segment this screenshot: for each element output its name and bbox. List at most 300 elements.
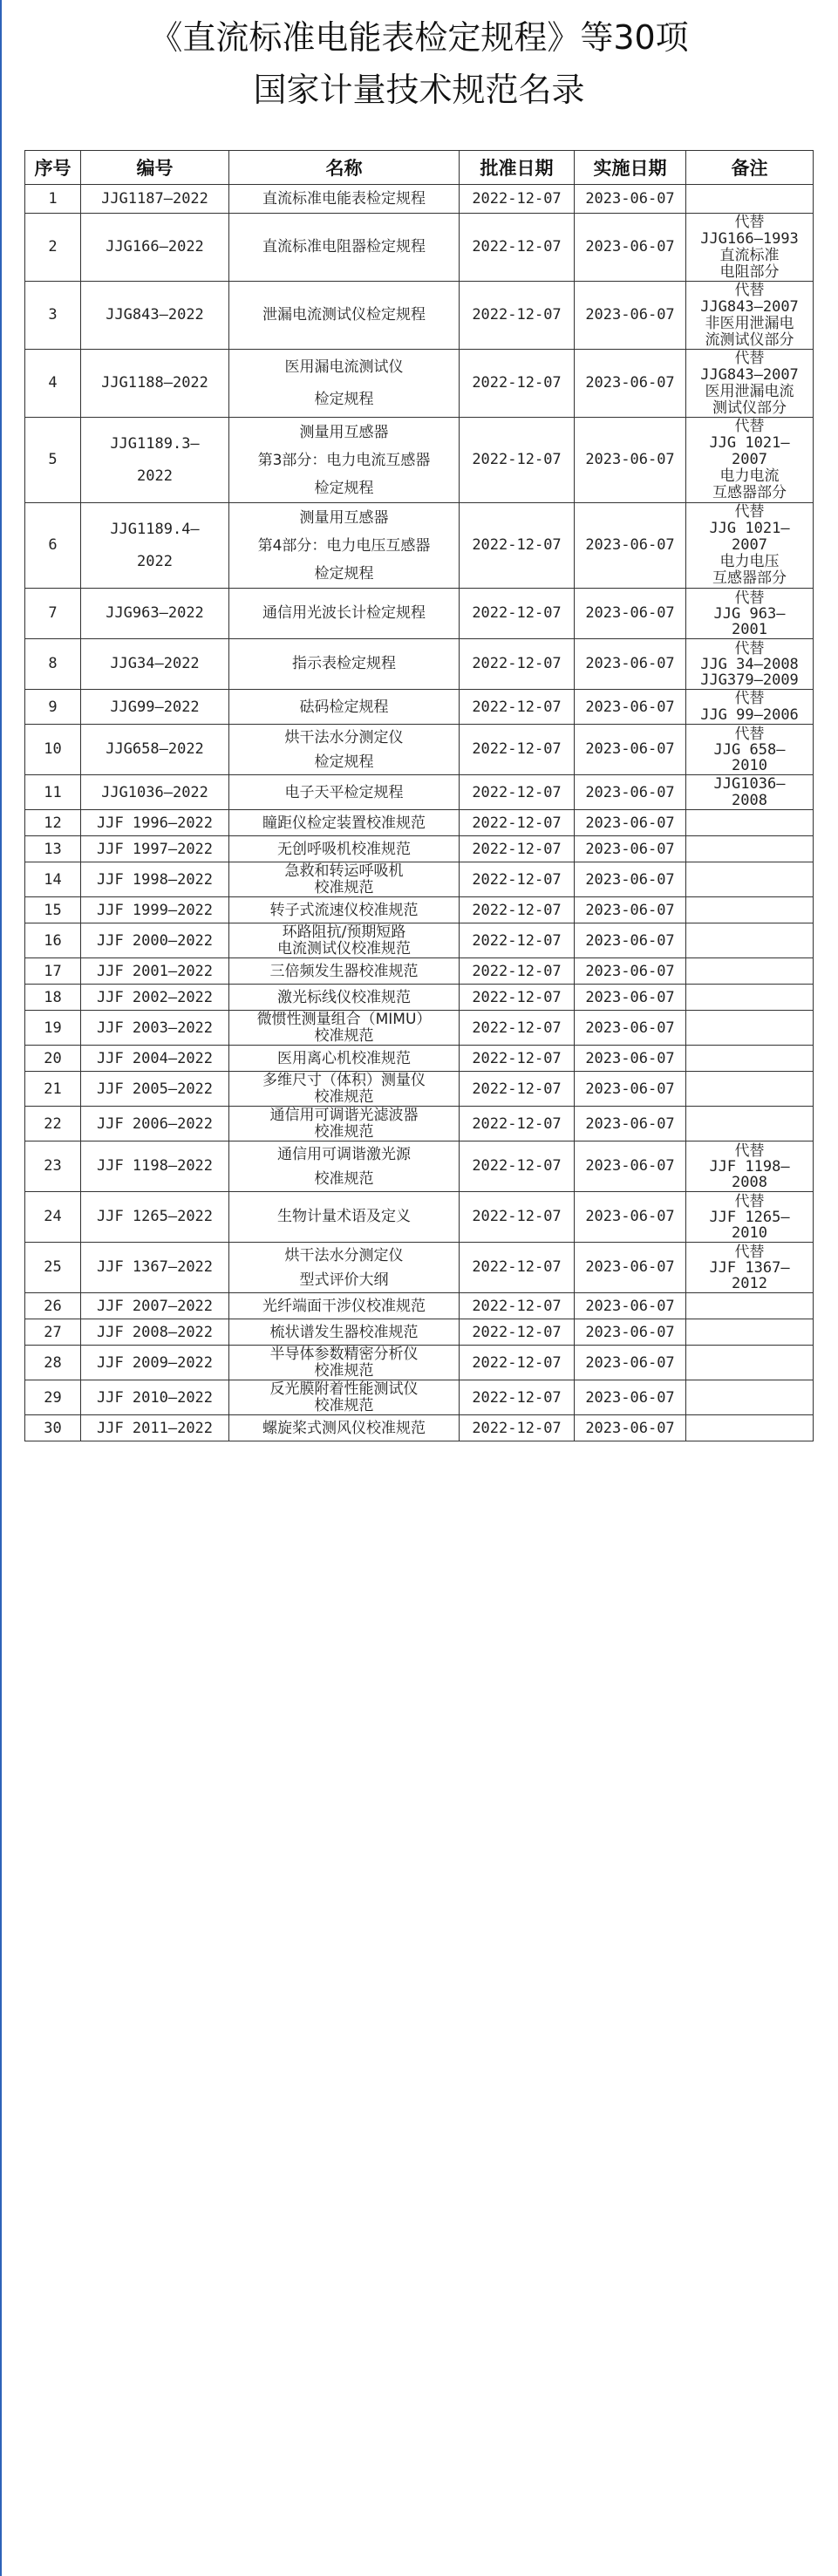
cell-name — [229, 1141, 460, 1192]
cell-serial-number: 12 — [25, 810, 81, 836]
cell-name-line: 医用漏电流测试仪 — [284, 358, 404, 376]
cell-approval-date: 2022-12-07 — [460, 1293, 575, 1319]
cell-name-line: 三倍频发生器校准规范 — [269, 962, 419, 980]
cell-serial-number: 2 — [25, 214, 81, 282]
cell-code — [81, 810, 229, 836]
cell-remarks — [686, 418, 814, 503]
header-remarks: 备注 — [686, 151, 814, 185]
cell-remarks-line: 2001 — [732, 620, 767, 638]
cell-name — [229, 862, 460, 897]
cell-serial-number: 10 — [25, 725, 81, 775]
table-row — [25, 1141, 814, 1192]
cell-serial-number: 28 — [25, 1346, 81, 1380]
cell-implementation-date: 2023-06-07 — [575, 1141, 686, 1192]
cell-implementation-date: 2023-06-07 — [575, 897, 686, 923]
table-row — [25, 639, 814, 690]
cell-name — [229, 1319, 460, 1346]
cell-code-line: JJF 1997—2022 — [96, 840, 214, 858]
cell-code-line: JJF 2011—2022 — [96, 1419, 214, 1437]
cell-remarks — [686, 214, 814, 282]
cell-remarks-line: JJG 1021— — [709, 520, 790, 537]
cell-remarks-line: 医用泄漏电流 — [705, 382, 794, 400]
cell-code — [81, 923, 229, 958]
cell-remarks — [686, 836, 814, 862]
cell-name — [229, 690, 460, 725]
cell-name — [229, 775, 460, 810]
cell-name — [229, 810, 460, 836]
cell-serial-number: 13 — [25, 836, 81, 862]
page-edge-line — [0, 0, 2, 2576]
cell-remarks-line: 代替 — [734, 213, 765, 231]
cell-code-line: JJF 2010—2022 — [96, 1388, 214, 1407]
cell-serial-number: 18 — [25, 985, 81, 1011]
cell-serial-number: 3 — [25, 282, 81, 350]
cell-code-line: JJG1187—2022 — [101, 189, 208, 208]
cell-remarks-line: JJF 1265— — [709, 1208, 790, 1226]
table-row — [25, 1011, 814, 1046]
cell-remarks — [686, 1415, 814, 1441]
cell-remarks — [686, 1346, 814, 1380]
cell-serial-number: 11 — [25, 775, 81, 810]
cell-implementation-date: 2023-06-07 — [575, 1293, 686, 1319]
cell-remarks-line: 代替 — [734, 281, 765, 299]
cell-remarks — [686, 1141, 814, 1192]
cell-name — [229, 1380, 460, 1415]
cell-code-line: JJG166—2022 — [106, 238, 204, 256]
cell-name-line: 急救和转运呼吸机 — [284, 862, 404, 880]
cell-name-line: 转子式流速仪校准规范 — [269, 901, 419, 919]
cell-name-line: 校准规范 — [314, 878, 374, 896]
cell-name-line: 检定规程 — [314, 479, 374, 497]
table-row — [25, 282, 814, 350]
cell-approval-date: 2022-12-07 — [460, 985, 575, 1011]
cell-name-line: 检定规程 — [314, 390, 374, 408]
table-row — [25, 862, 814, 897]
table-row — [25, 690, 814, 725]
cell-name — [229, 1046, 460, 1072]
cell-name-line: 检定规程 — [314, 753, 374, 771]
cell-remarks — [686, 923, 814, 958]
table-row — [25, 923, 814, 958]
cell-name-line: 烘干法水分测定仪 — [284, 728, 404, 746]
cell-code-line: JJF 1996—2022 — [96, 814, 214, 832]
cell-name — [229, 214, 460, 282]
cell-remarks-line: JJG 99—2006 — [700, 705, 799, 724]
table-row — [25, 1319, 814, 1346]
cell-code-line: JJG34—2022 — [110, 655, 200, 672]
table-row — [25, 503, 814, 589]
cell-remarks-line: 互感器部分 — [712, 569, 787, 587]
cell-remarks — [686, 1243, 814, 1293]
cell-remarks-line: 代替 — [734, 1192, 765, 1210]
cell-code-line: JJF 2005—2022 — [96, 1080, 214, 1098]
cell-code-line: JJG1036—2022 — [101, 783, 208, 801]
cell-approval-date: 2022-12-07 — [460, 1380, 575, 1415]
cell-name — [229, 282, 460, 350]
cell-implementation-date: 2023-06-07 — [575, 923, 686, 958]
cell-code — [81, 1141, 229, 1192]
cell-remarks — [686, 810, 814, 836]
cell-remarks — [686, 775, 814, 810]
cell-code — [81, 639, 229, 690]
cell-code-line: JJF 1265—2022 — [96, 1208, 214, 1225]
header-serial-number: 序号 — [25, 151, 81, 185]
cell-approval-date: 2022-12-07 — [460, 589, 575, 639]
table-row — [25, 1415, 814, 1441]
cell-name-line: 反光膜附着性能测试仪 — [269, 1380, 419, 1398]
cell-name — [229, 836, 460, 862]
cell-name-line: 指示表检定规程 — [292, 655, 396, 672]
cell-remarks-line: JJG 963— — [713, 604, 786, 623]
cell-serial-number: 30 — [25, 1415, 81, 1441]
cell-approval-date: 2022-12-07 — [460, 1346, 575, 1380]
table-row — [25, 1192, 814, 1243]
cell-name-line: 第3部分：电力电流互感器 — [257, 451, 431, 469]
table-body — [25, 185, 814, 1441]
cell-serial-number: 23 — [25, 1141, 81, 1192]
cell-implementation-date: 2023-06-07 — [575, 1346, 686, 1380]
cell-name-line: 直流标准电阻器检定规程 — [262, 238, 426, 256]
cell-name — [229, 1107, 460, 1141]
cell-name — [229, 1243, 460, 1293]
cell-code-line: 2022 — [137, 467, 173, 485]
table-row — [25, 1293, 814, 1319]
cell-code — [81, 1380, 229, 1415]
cell-approval-date: 2022-12-07 — [460, 897, 575, 923]
cell-name-line: 通信用可调谐光滤波器 — [269, 1106, 419, 1124]
cell-name — [229, 1072, 460, 1107]
page-title: 《直流标准电能表检定规程》等30项 — [149, 18, 689, 57]
cell-implementation-date: 2023-06-07 — [575, 1415, 686, 1441]
cell-code-line: JJG99—2022 — [110, 698, 200, 716]
cell-name — [229, 1346, 460, 1380]
cell-remarks — [686, 503, 814, 589]
cell-remarks-line: JJG843—2007 — [700, 365, 799, 384]
cell-approval-date: 2022-12-07 — [460, 282, 575, 350]
table-row — [25, 185, 814, 214]
cell-name — [229, 897, 460, 923]
cell-name-line: 光纤端面干涉仪校准规范 — [262, 1297, 426, 1315]
cell-remarks-line: 电力电流 — [719, 467, 780, 485]
cell-code — [81, 1011, 229, 1046]
cell-approval-date: 2022-12-07 — [460, 1046, 575, 1072]
cell-code — [81, 589, 229, 639]
cell-name-line: 电流测试仪校准规范 — [277, 939, 411, 957]
cell-implementation-date: 2023-06-07 — [575, 1319, 686, 1346]
cell-name-line: 校准规范 — [314, 1361, 374, 1380]
cell-name — [229, 639, 460, 690]
cell-remarks — [686, 1107, 814, 1141]
cell-serial-number: 15 — [25, 897, 81, 923]
cell-implementation-date: 2023-06-07 — [575, 350, 686, 418]
table-row — [25, 350, 814, 418]
cell-serial-number: 6 — [25, 503, 81, 589]
header-approval-date: 批准日期 — [460, 151, 575, 185]
table-row — [25, 589, 814, 639]
cell-implementation-date: 2023-06-07 — [575, 1011, 686, 1046]
cell-approval-date: 2022-12-07 — [460, 1011, 575, 1046]
cell-approval-date: 2022-12-07 — [460, 725, 575, 775]
cell-implementation-date: 2023-06-07 — [575, 1243, 686, 1293]
cell-implementation-date: 2023-06-07 — [575, 775, 686, 810]
cell-approval-date: 2022-12-07 — [460, 1107, 575, 1141]
cell-code — [81, 1192, 229, 1243]
cell-approval-date: 2022-12-07 — [460, 350, 575, 418]
cell-code — [81, 897, 229, 923]
cell-implementation-date: 2023-06-07 — [575, 862, 686, 897]
cell-remarks-line: JJG379—2009 — [700, 671, 799, 689]
cell-code — [81, 775, 229, 810]
cell-code — [81, 1072, 229, 1107]
cell-code-line: JJF 1998—2022 — [96, 870, 214, 889]
cell-implementation-date: 2023-06-07 — [575, 810, 686, 836]
cell-remarks — [686, 1293, 814, 1319]
cell-approval-date: 2022-12-07 — [460, 1319, 575, 1346]
cell-name — [229, 503, 460, 589]
cell-serial-number: 9 — [25, 690, 81, 725]
cell-implementation-date: 2023-06-07 — [575, 589, 686, 639]
cell-code — [81, 985, 229, 1011]
cell-code — [81, 836, 229, 862]
cell-remarks-line: 2007 — [732, 451, 767, 468]
cell-name — [229, 725, 460, 775]
cell-code — [81, 418, 229, 503]
cell-approval-date: 2022-12-07 — [460, 185, 575, 214]
cell-name — [229, 1415, 460, 1441]
table-row — [25, 1346, 814, 1380]
cell-remarks — [686, 958, 814, 985]
cell-approval-date: 2022-12-07 — [460, 1192, 575, 1243]
cell-remarks-line: 2008 — [732, 791, 767, 809]
cell-remarks-line: 代替 — [734, 1141, 765, 1160]
cell-remarks-line: 2007 — [732, 536, 767, 554]
cell-name-line: 无创呼吸机校准规范 — [277, 840, 411, 858]
cell-approval-date: 2022-12-07 — [460, 836, 575, 862]
cell-code — [81, 725, 229, 775]
cell-serial-number: 7 — [25, 589, 81, 639]
cell-remarks — [686, 690, 814, 725]
cell-name-line: 瞳距仪检定装置校准规范 — [262, 814, 426, 832]
cell-name — [229, 923, 460, 958]
cell-serial-number: 1 — [25, 185, 81, 214]
cell-remarks-line: JJG 34—2008 — [700, 655, 799, 673]
cell-code — [81, 1293, 229, 1319]
cell-code-line: JJG1189.4— — [110, 520, 200, 538]
cell-remarks-line: JJG1036— — [713, 774, 786, 793]
cell-implementation-date: 2023-06-07 — [575, 418, 686, 503]
cell-remarks-line: 代替 — [734, 349, 765, 367]
cell-approval-date: 2022-12-07 — [460, 1072, 575, 1107]
cell-name-line: 螺旋桨式测风仪校准规范 — [262, 1419, 426, 1437]
table-row — [25, 897, 814, 923]
cell-code-line: JJF 2002—2022 — [96, 988, 214, 1006]
cell-name-line: 环路阻抗/预期短路 — [282, 923, 406, 941]
cell-code-line: JJF 2006—2022 — [96, 1114, 214, 1133]
cell-code — [81, 214, 229, 282]
table-row — [25, 836, 814, 862]
cell-remarks-line: JJF 1367— — [709, 1258, 790, 1277]
cell-remarks — [686, 1011, 814, 1046]
table-row — [25, 958, 814, 985]
header-code: 编号 — [81, 151, 229, 185]
cell-remarks — [686, 1319, 814, 1346]
cell-code-line: JJG658—2022 — [106, 740, 204, 758]
cell-serial-number: 19 — [25, 1011, 81, 1046]
cell-approval-date: 2022-12-07 — [460, 418, 575, 503]
cell-code-line: JJF 2008—2022 — [96, 1323, 214, 1341]
cell-code-line: JJF 2000—2022 — [96, 931, 214, 950]
cell-remarks — [686, 897, 814, 923]
cell-name-line: 砝码检定规程 — [299, 698, 389, 716]
cell-name-line: 校准规范 — [314, 1396, 374, 1414]
cell-name — [229, 985, 460, 1011]
table-row — [25, 810, 814, 836]
cell-remarks — [686, 1192, 814, 1243]
cell-remarks — [686, 862, 814, 897]
cell-approval-date: 2022-12-07 — [460, 690, 575, 725]
cell-remarks-line: 测试仪部分 — [712, 399, 787, 417]
table-row — [25, 1243, 814, 1293]
cell-remarks-line: 代替 — [734, 503, 765, 521]
cell-code-line: JJF 2007—2022 — [96, 1297, 214, 1315]
cell-remarks-line: 2012 — [732, 1274, 767, 1292]
cell-serial-number: 5 — [25, 418, 81, 503]
cell-remarks-line: 代替 — [734, 725, 765, 743]
cell-implementation-date: 2023-06-07 — [575, 1380, 686, 1415]
cell-name-line: 校准规范 — [314, 1026, 374, 1045]
cell-code — [81, 1107, 229, 1141]
table-row — [25, 725, 814, 775]
cell-implementation-date: 2023-06-07 — [575, 836, 686, 862]
header-name: 名称 — [229, 151, 460, 185]
cell-name — [229, 185, 460, 214]
cell-remarks — [686, 1072, 814, 1107]
cell-implementation-date: 2023-06-07 — [575, 639, 686, 690]
cell-code-line: JJF 1367—2022 — [96, 1258, 214, 1276]
cell-remarks — [686, 1380, 814, 1415]
cell-code — [81, 958, 229, 985]
cell-serial-number: 24 — [25, 1192, 81, 1243]
cell-remarks — [686, 282, 814, 350]
cell-remarks-line: 直流标准 — [719, 246, 780, 264]
cell-serial-number: 27 — [25, 1319, 81, 1346]
cell-approval-date: 2022-12-07 — [460, 503, 575, 589]
cell-name — [229, 958, 460, 985]
cell-implementation-date: 2023-06-07 — [575, 1107, 686, 1141]
cell-code — [81, 350, 229, 418]
cell-implementation-date: 2023-06-07 — [575, 725, 686, 775]
table-row — [25, 214, 814, 282]
cell-implementation-date: 2023-06-07 — [575, 1046, 686, 1072]
cell-serial-number: 21 — [25, 1072, 81, 1107]
cell-remarks — [686, 725, 814, 775]
cell-remarks — [686, 639, 814, 690]
cell-code-line: JJG1188—2022 — [101, 374, 208, 392]
cell-name-line: 校准规范 — [314, 1087, 374, 1106]
cell-code-line: JJF 2009—2022 — [96, 1353, 214, 1372]
cell-code-line: JJG843—2022 — [106, 306, 204, 324]
cell-remarks-line: 代替 — [734, 589, 765, 607]
cell-name — [229, 418, 460, 503]
cell-remarks — [686, 589, 814, 639]
cell-code-line: JJF 2001—2022 — [96, 962, 214, 980]
cell-serial-number: 20 — [25, 1046, 81, 1072]
cell-code — [81, 185, 229, 214]
cell-name-line: 检定规程 — [314, 564, 374, 583]
header-implementation-date: 实施日期 — [575, 151, 686, 185]
cell-approval-date: 2022-12-07 — [460, 214, 575, 282]
cell-remarks — [686, 350, 814, 418]
cell-code — [81, 1046, 229, 1072]
cell-remarks-line: 代替 — [734, 1243, 765, 1261]
cell-name-line: 型式评价大纲 — [299, 1271, 389, 1289]
cell-code — [81, 690, 229, 725]
table-row — [25, 1380, 814, 1415]
cell-remarks-line: 代替 — [734, 418, 765, 435]
table-row — [25, 1072, 814, 1107]
cell-name — [229, 350, 460, 418]
cell-name-line: 激光标线仪校准规范 — [277, 988, 411, 1006]
cell-remarks-line: 电阻部分 — [719, 262, 780, 281]
cell-remarks-line: JJG 1021— — [709, 434, 790, 452]
cell-code — [81, 503, 229, 589]
cell-approval-date: 2022-12-07 — [460, 775, 575, 810]
table-row — [25, 985, 814, 1011]
cell-code — [81, 282, 229, 350]
cell-remarks-line: 2008 — [732, 1173, 767, 1191]
cell-implementation-date: 2023-06-07 — [575, 185, 686, 214]
cell-serial-number: 17 — [25, 958, 81, 985]
cell-code-line: JJG963—2022 — [106, 604, 204, 622]
cell-name-line: 校准规范 — [314, 1122, 374, 1141]
cell-remarks-line: 流测试仪部分 — [705, 331, 794, 349]
cell-code-line: JJF 1999—2022 — [96, 901, 214, 919]
cell-name-line: 生物计量术语及定义 — [277, 1208, 411, 1225]
cell-code-line: JJF 2003—2022 — [96, 1019, 214, 1037]
cell-implementation-date: 2023-06-07 — [575, 503, 686, 589]
cell-name — [229, 589, 460, 639]
cell-name-line: 测量用互感器 — [299, 508, 389, 527]
cell-remarks — [686, 985, 814, 1011]
cell-name-line: 校准规范 — [314, 1169, 374, 1188]
cell-remarks — [686, 1046, 814, 1072]
cell-remarks-line: 2010 — [732, 756, 767, 774]
table-row — [25, 1107, 814, 1141]
cell-code — [81, 1346, 229, 1380]
regulations-table — [24, 150, 814, 1441]
cell-serial-number: 25 — [25, 1243, 81, 1293]
cell-remarks-line: JJF 1198— — [709, 1157, 790, 1176]
cell-approval-date: 2022-12-07 — [460, 1141, 575, 1192]
cell-implementation-date: 2023-06-07 — [575, 985, 686, 1011]
cell-code-line: 2022 — [137, 552, 173, 570]
cell-serial-number: 29 — [25, 1380, 81, 1415]
table-row — [25, 1046, 814, 1072]
cell-code — [81, 1415, 229, 1441]
cell-remarks-line: 代替 — [734, 689, 765, 707]
cell-approval-date: 2022-12-07 — [460, 958, 575, 985]
cell-approval-date: 2022-12-07 — [460, 862, 575, 897]
cell-name-line: 通信用可调谐激光源 — [277, 1145, 411, 1163]
cell-remarks-line: 电力电压 — [719, 553, 780, 570]
table-row — [25, 775, 814, 810]
cell-name — [229, 1192, 460, 1243]
cell-implementation-date: 2023-06-07 — [575, 282, 686, 350]
cell-name-line: 医用离心机校准规范 — [277, 1049, 411, 1067]
cell-remarks-line: 2010 — [732, 1223, 767, 1242]
cell-serial-number: 14 — [25, 862, 81, 897]
cell-serial-number: 4 — [25, 350, 81, 418]
